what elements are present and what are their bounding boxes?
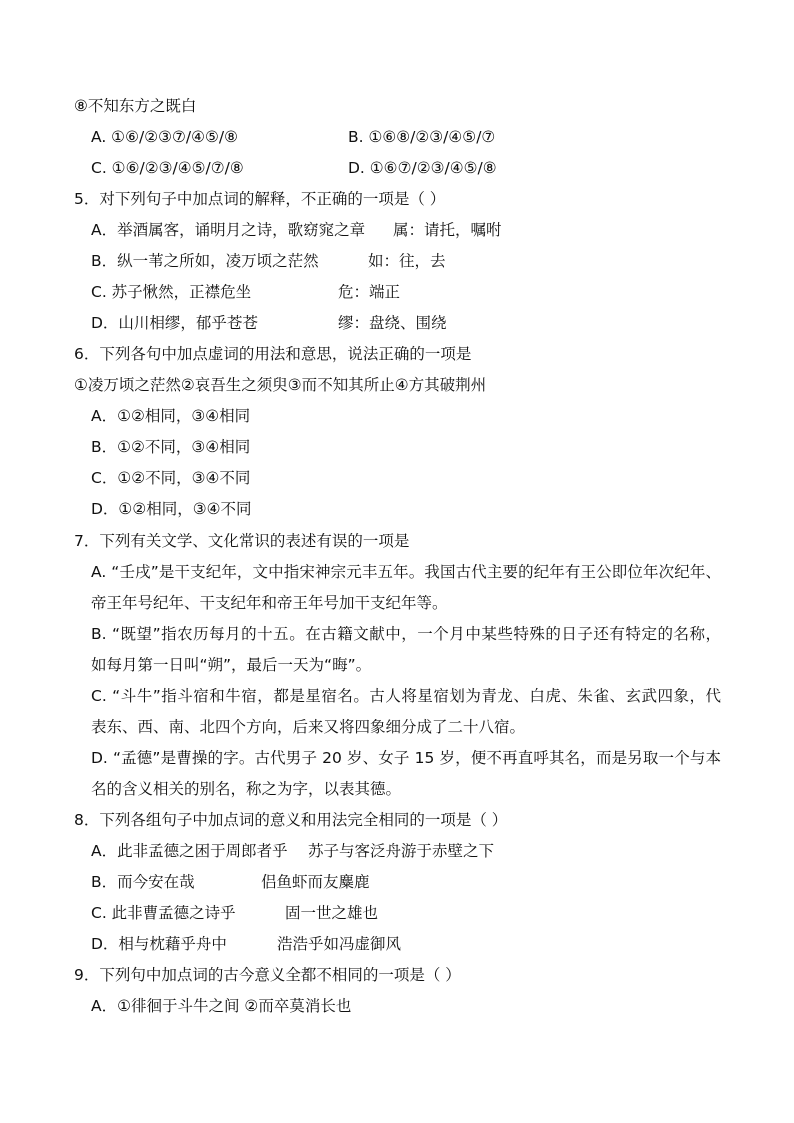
q7-option-a-line1: A. “壬戌”是干支纪年，文中指宋神宗元丰五年。我国古代主要的纪年有王公即位年次纪年、	[91, 563, 721, 581]
q6-option-d: D．①②相同，③④不同	[91, 500, 252, 518]
q4-option-b: B. ①⑥⑧/②③/④⑤/⑦	[348, 128, 496, 146]
q6-option-a: A．①②相同，③④相同	[91, 407, 251, 425]
q8-a-sentence-2: 苏子与客泛舟游于赤壁之下	[308, 842, 495, 860]
q4-item-8: ⑧不知东方之既白	[74, 97, 197, 115]
q5-c-gloss: 危：端正	[338, 283, 401, 301]
q8-stem: 8．下列各组句子中加点词的意义和用法完全相同的一项是（ ）	[74, 811, 508, 829]
q7-option-d-line1: D. “孟德”是曹操的字。古代男子 20 岁、女子 15 岁，便不再直呼其名，而是另取一个与本	[91, 749, 721, 767]
q7-option-c-line2: 表东、西、南、北四个方向，后来又将四象细分成了二十八宿。	[91, 718, 526, 736]
q8-option-a	[91, 840, 494, 862]
q5-b-gloss: 如：往，去	[368, 252, 446, 270]
q4-options-cd	[91, 157, 497, 179]
q9-stem: 9．下列句中加点词的古今意义全都不相同的一项是（ ）	[74, 966, 461, 984]
q7-option-c-line1: C. “斗牛”指斗宿和牛宿，都是星宿名。古人将星宿划为青龙、白虎、朱雀、玄武四象，代	[91, 687, 721, 705]
q8-c-sentence-2: 固一世之雄也	[285, 904, 379, 922]
q8-d-sentence-2: 浩浩乎如冯虚御风	[277, 935, 402, 953]
q5-option-d	[91, 312, 447, 334]
q7-stem: 7．下列有关文学、文化常识的表述有误的一项是	[74, 532, 410, 550]
q6-items: ①凌万顷之茫然②哀吾生之须臾③而不知其所止④方其破荆州	[74, 376, 487, 394]
q6-stem: 6．下列各句中加点虚词的用法和意思，说法正确的一项是	[74, 345, 472, 363]
q5-c-sentence: C. 苏子愀然，正襟危坐	[91, 283, 252, 301]
q5-option-b	[91, 250, 446, 272]
q5-d-gloss: 缪：盘绕、围绕	[338, 314, 447, 332]
q5-b-sentence: B．纵一苇之所如，凌万顷之茫然	[91, 252, 319, 270]
q5-a-gloss: 属：请托，嘱咐	[393, 221, 502, 239]
q8-b-sentence-2: 侣鱼虾而友麋鹿	[261, 873, 370, 891]
q8-option-c	[91, 902, 378, 924]
q8-a-sentence-1: A．此非孟德之困于周郎者乎	[91, 842, 288, 860]
q5-a-sentence: A．举酒属客，诵明月之诗，歌窈窕之章	[91, 221, 366, 239]
q8-option-d	[91, 933, 401, 955]
q5-stem: 5．对下列句子中加点词的解释，不正确的一项是（ ）	[74, 190, 446, 208]
q8-option-b	[91, 871, 370, 893]
q5-option-c	[91, 281, 400, 303]
q5-d-sentence: D．山川相缪，郁乎苍苍	[91, 314, 258, 332]
q6-option-b: B．①②不同，③④相同	[91, 438, 251, 456]
q4-option-a: A. ①⑥/②③⑦/④⑤/⑧	[91, 128, 239, 146]
q8-b-sentence-1: B．而今安在哉	[91, 873, 195, 891]
q8-d-sentence-1: D．相与枕藉乎舟中	[91, 935, 227, 953]
q7-option-d-line2: 名的含义相关的别名，称之为字，以表其德。	[91, 780, 402, 798]
q9-option-a: A．①徘徊于斗牛之间 ②而卒莫消长也	[91, 997, 352, 1015]
q4-option-d: D. ①⑥⑦/②③/④⑤/⑧	[348, 159, 497, 177]
q7-option-a-line2: 帝王年号纪年、干支纪年和帝王年号加干支纪年等。	[91, 594, 448, 612]
q7-option-b-line2: 如每月第一日叫“朔”，最后一天为“晦”。	[91, 656, 372, 674]
q4-options-ab	[91, 126, 495, 148]
q6-option-c: C．①②不同，③④不同	[91, 469, 251, 487]
q7-option-b-line1: B. “既望”指农历每月的十五。在古籍文献中，一个月中某些特殊的日子还有特定的名称，	[91, 625, 721, 643]
q8-c-sentence-1: C. 此非曹孟德之诗乎	[91, 904, 236, 922]
q5-option-a	[91, 219, 502, 241]
q4-option-c: C. ①⑥/②③/④⑤/⑦/⑧	[91, 159, 244, 177]
